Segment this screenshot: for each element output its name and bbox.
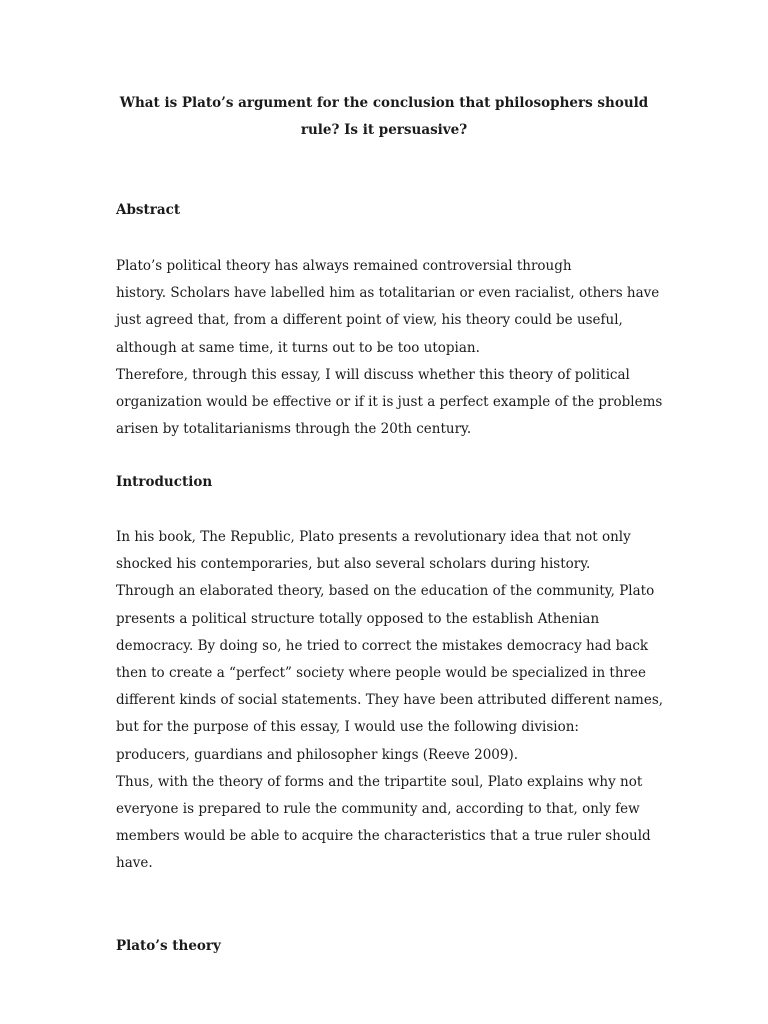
introduction-line: have.: [116, 855, 153, 872]
abstract-line: Therefore, through this essay, I will discuss whether this theory of political: [116, 366, 630, 383]
introduction-heading: Introduction: [116, 474, 213, 490]
introduction-paragraph: [116, 524, 664, 878]
introduction-line: producers, guardians and philosopher kings (Reeve 2009).: [116, 746, 519, 763]
abstract-line: history. Scholars have labelled him as totalitarian or even racialist, others have: [116, 285, 660, 302]
abstract-paragraph: [116, 253, 663, 443]
title-line: rule? Is it persuasive?: [300, 122, 468, 138]
platos-theory-heading: Plato’s theory: [116, 938, 221, 954]
introduction-line: Through an elaborated theory, based on the education of the community, Plato: [116, 583, 655, 600]
introduction-line: In his book, The Republic, Plato presents a revolutionary idea that not only: [116, 529, 631, 545]
introduction-line: different kinds of social statements. They have been attributed different names,: [116, 692, 664, 709]
introduction-line: then to create a “perfect” society where people would be specialized in three: [116, 665, 646, 682]
abstract-line: although at same time, it turns out to be too utopian.: [116, 339, 480, 356]
introduction-line: democracy. By doing so, he tried to correct the mistakes democracy had back: [116, 637, 649, 654]
abstract-line: just agreed that, from a different point of view, his theory could be useful,: [116, 312, 623, 329]
introduction-line: but for the purpose of this essay, I would use the following division:: [116, 719, 579, 736]
introduction-line: members would be able to acquire the characteristics that a true ruler should: [116, 828, 651, 845]
introduction-line: presents a political structure totally opposed to the establish Athenian: [116, 610, 600, 627]
title-line: What is Plato’s argument for the conclusion that philosophers should: [119, 95, 649, 111]
abstract-heading: Abstract: [116, 202, 181, 218]
introduction-line: shocked his contemporaries, but also several scholars during history.: [116, 556, 591, 573]
abstract-line: organization would be effective or if it is just a perfect example of the problems: [116, 394, 663, 411]
abstract-line: arisen by totalitarianisms through the 20th century.: [116, 421, 472, 438]
abstract-line: Plato’s political theory has always remained controversial through: [116, 258, 572, 274]
essay-title: [100, 90, 668, 144]
introduction-line: everyone is prepared to rule the community and, according to that, only few: [116, 801, 640, 818]
introduction-line: Thus, with the theory of forms and the tripartite soul, Plato explains why not: [116, 773, 643, 790]
